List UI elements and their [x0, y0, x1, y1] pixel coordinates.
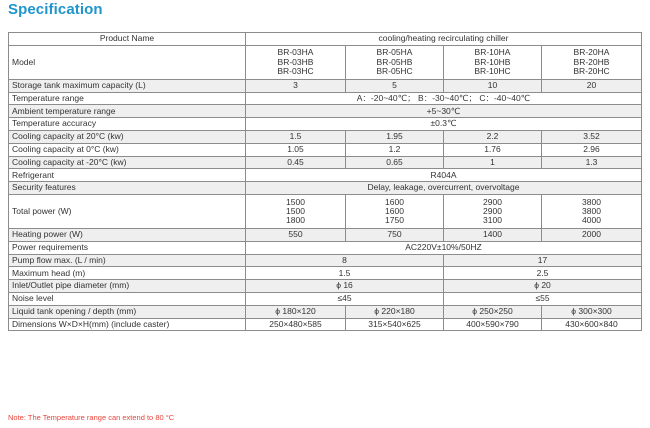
model-cell: BR-05HA BR-05HB BR-05HC: [346, 45, 444, 79]
max-head-label: Maximum head (m): [9, 267, 246, 280]
storage-cell: 20: [542, 79, 642, 92]
pipe-cell: ϕ 20: [444, 280, 642, 293]
page-title: Specification: [8, 1, 103, 18]
model-label: Model: [9, 45, 246, 79]
dimensions-cell: 315×540×625: [346, 318, 444, 331]
footnote: Note: The Temperature range can extend to 80 °C: [8, 413, 175, 422]
storage-cell: 10: [444, 79, 542, 92]
model-cell: BR-20HA BR-20HB BR-20HC: [542, 45, 642, 79]
cool0-cell: 1.05: [246, 143, 346, 156]
product-name-value: cooling/heating recirculating chiller: [246, 33, 642, 46]
cool20-cell: 1.5: [246, 130, 346, 143]
refrigerant-value: R404A: [246, 169, 642, 182]
product-name-label: Product Name: [9, 33, 246, 46]
noise-cell: ≤55: [444, 292, 642, 305]
coolm20-cell: 0.65: [346, 156, 444, 169]
table-row: [9, 194, 642, 228]
power-req-label: Power requirements: [9, 241, 246, 254]
cool0-label: Cooling capacity at 0°C (kw): [9, 143, 246, 156]
cool20-label: Cooling capacity at 20°C (kw): [9, 130, 246, 143]
heating-power-cell: 750: [346, 228, 444, 241]
tank-opening-label: Liquid tank opening / depth (mm): [9, 305, 246, 318]
tank-opening-cell: ϕ 180×120: [246, 305, 346, 318]
table-row: [9, 105, 642, 118]
tank-opening-cell: ϕ 220×180: [346, 305, 444, 318]
cool20-cell: 3.52: [542, 130, 642, 143]
total-power-cell: 3800 3800 4000: [542, 194, 642, 228]
table-row: [9, 33, 642, 46]
dimensions-cell: 430×600×840: [542, 318, 642, 331]
dimensions-label: Dimensions W×D×H(mm) (include caster): [9, 318, 246, 331]
table-row: [9, 118, 642, 131]
ambient-label: Ambient temperature range: [9, 105, 246, 118]
table-row: [9, 292, 642, 305]
table-row: [9, 92, 642, 105]
storage-cell: 3: [246, 79, 346, 92]
model-cell: BR-03HA BR-03HB BR-03HC: [246, 45, 346, 79]
tank-opening-cell: ϕ 250×250: [444, 305, 542, 318]
tank-opening-cell: ϕ 300×300: [542, 305, 642, 318]
max-head-cell: 2.5: [444, 267, 642, 280]
total-power-cell: 1600 1600 1750: [346, 194, 444, 228]
total-power-cell: 2900 2900 3100: [444, 194, 542, 228]
storage-label: Storage tank maximum capacity (L): [9, 79, 246, 92]
table-row: [9, 228, 642, 241]
table-row: [9, 280, 642, 293]
temp-range-value: A：-20~40℃； B：-30~40℃； C：-40~40℃: [246, 92, 642, 105]
ambient-value: +5~30℃: [246, 105, 642, 118]
table-row: [9, 241, 642, 254]
total-power-cell: 1500 1500 1800: [246, 194, 346, 228]
dimensions-cell: 400×590×790: [444, 318, 542, 331]
specification-table: [8, 32, 642, 331]
table-row: [9, 45, 642, 79]
cool0-cell: 1.2: [346, 143, 444, 156]
accuracy-label: Temperature accuracy: [9, 118, 246, 131]
security-label: Security features: [9, 182, 246, 195]
cool20-cell: 2.2: [444, 130, 542, 143]
table-row: [9, 169, 642, 182]
table-row: [9, 143, 642, 156]
cool0-cell: 2.96: [542, 143, 642, 156]
heating-power-cell: 1400: [444, 228, 542, 241]
coolm20-cell: 1.3: [542, 156, 642, 169]
power-req-value: AC220V±10%/50HZ: [246, 241, 642, 254]
storage-cell: 5: [346, 79, 444, 92]
heating-power-label: Heating power (W): [9, 228, 246, 241]
cool0-cell: 1.76: [444, 143, 542, 156]
accuracy-value: ±0.3℃: [246, 118, 642, 131]
coolm20-label: Cooling capacity at -20°C (kw): [9, 156, 246, 169]
refrigerant-label: Refrigerant: [9, 169, 246, 182]
pump-flow-cell: 8: [246, 254, 444, 267]
table-row: [9, 305, 642, 318]
cool20-cell: 1.95: [346, 130, 444, 143]
coolm20-cell: 0.45: [246, 156, 346, 169]
total-power-label: Total power (W): [9, 194, 246, 228]
max-head-cell: 1.5: [246, 267, 444, 280]
temp-range-label: Temperature range: [9, 92, 246, 105]
table-row: [9, 267, 642, 280]
noise-label: Noise level: [9, 292, 246, 305]
model-cell: BR-10HA BR-10HB BR-10HC: [444, 45, 542, 79]
table-row: [9, 79, 642, 92]
table-row: [9, 156, 642, 169]
heating-power-cell: 550: [246, 228, 346, 241]
pipe-label: Inlet/Outlet pipe diameter (mm): [9, 280, 246, 293]
dimensions-cell: 250×480×585: [246, 318, 346, 331]
noise-cell: ≤45: [246, 292, 444, 305]
pump-flow-cell: 17: [444, 254, 642, 267]
pipe-cell: ϕ 16: [246, 280, 444, 293]
heating-power-cell: 2000: [542, 228, 642, 241]
table-row: [9, 318, 642, 331]
pump-flow-label: Pump flow max. (L / min): [9, 254, 246, 267]
table-row: [9, 254, 642, 267]
security-value: Delay, leakage, overcurrent, overvoltage: [246, 182, 642, 195]
table-row: [9, 130, 642, 143]
table-row: [9, 182, 642, 195]
coolm20-cell: 1: [444, 156, 542, 169]
